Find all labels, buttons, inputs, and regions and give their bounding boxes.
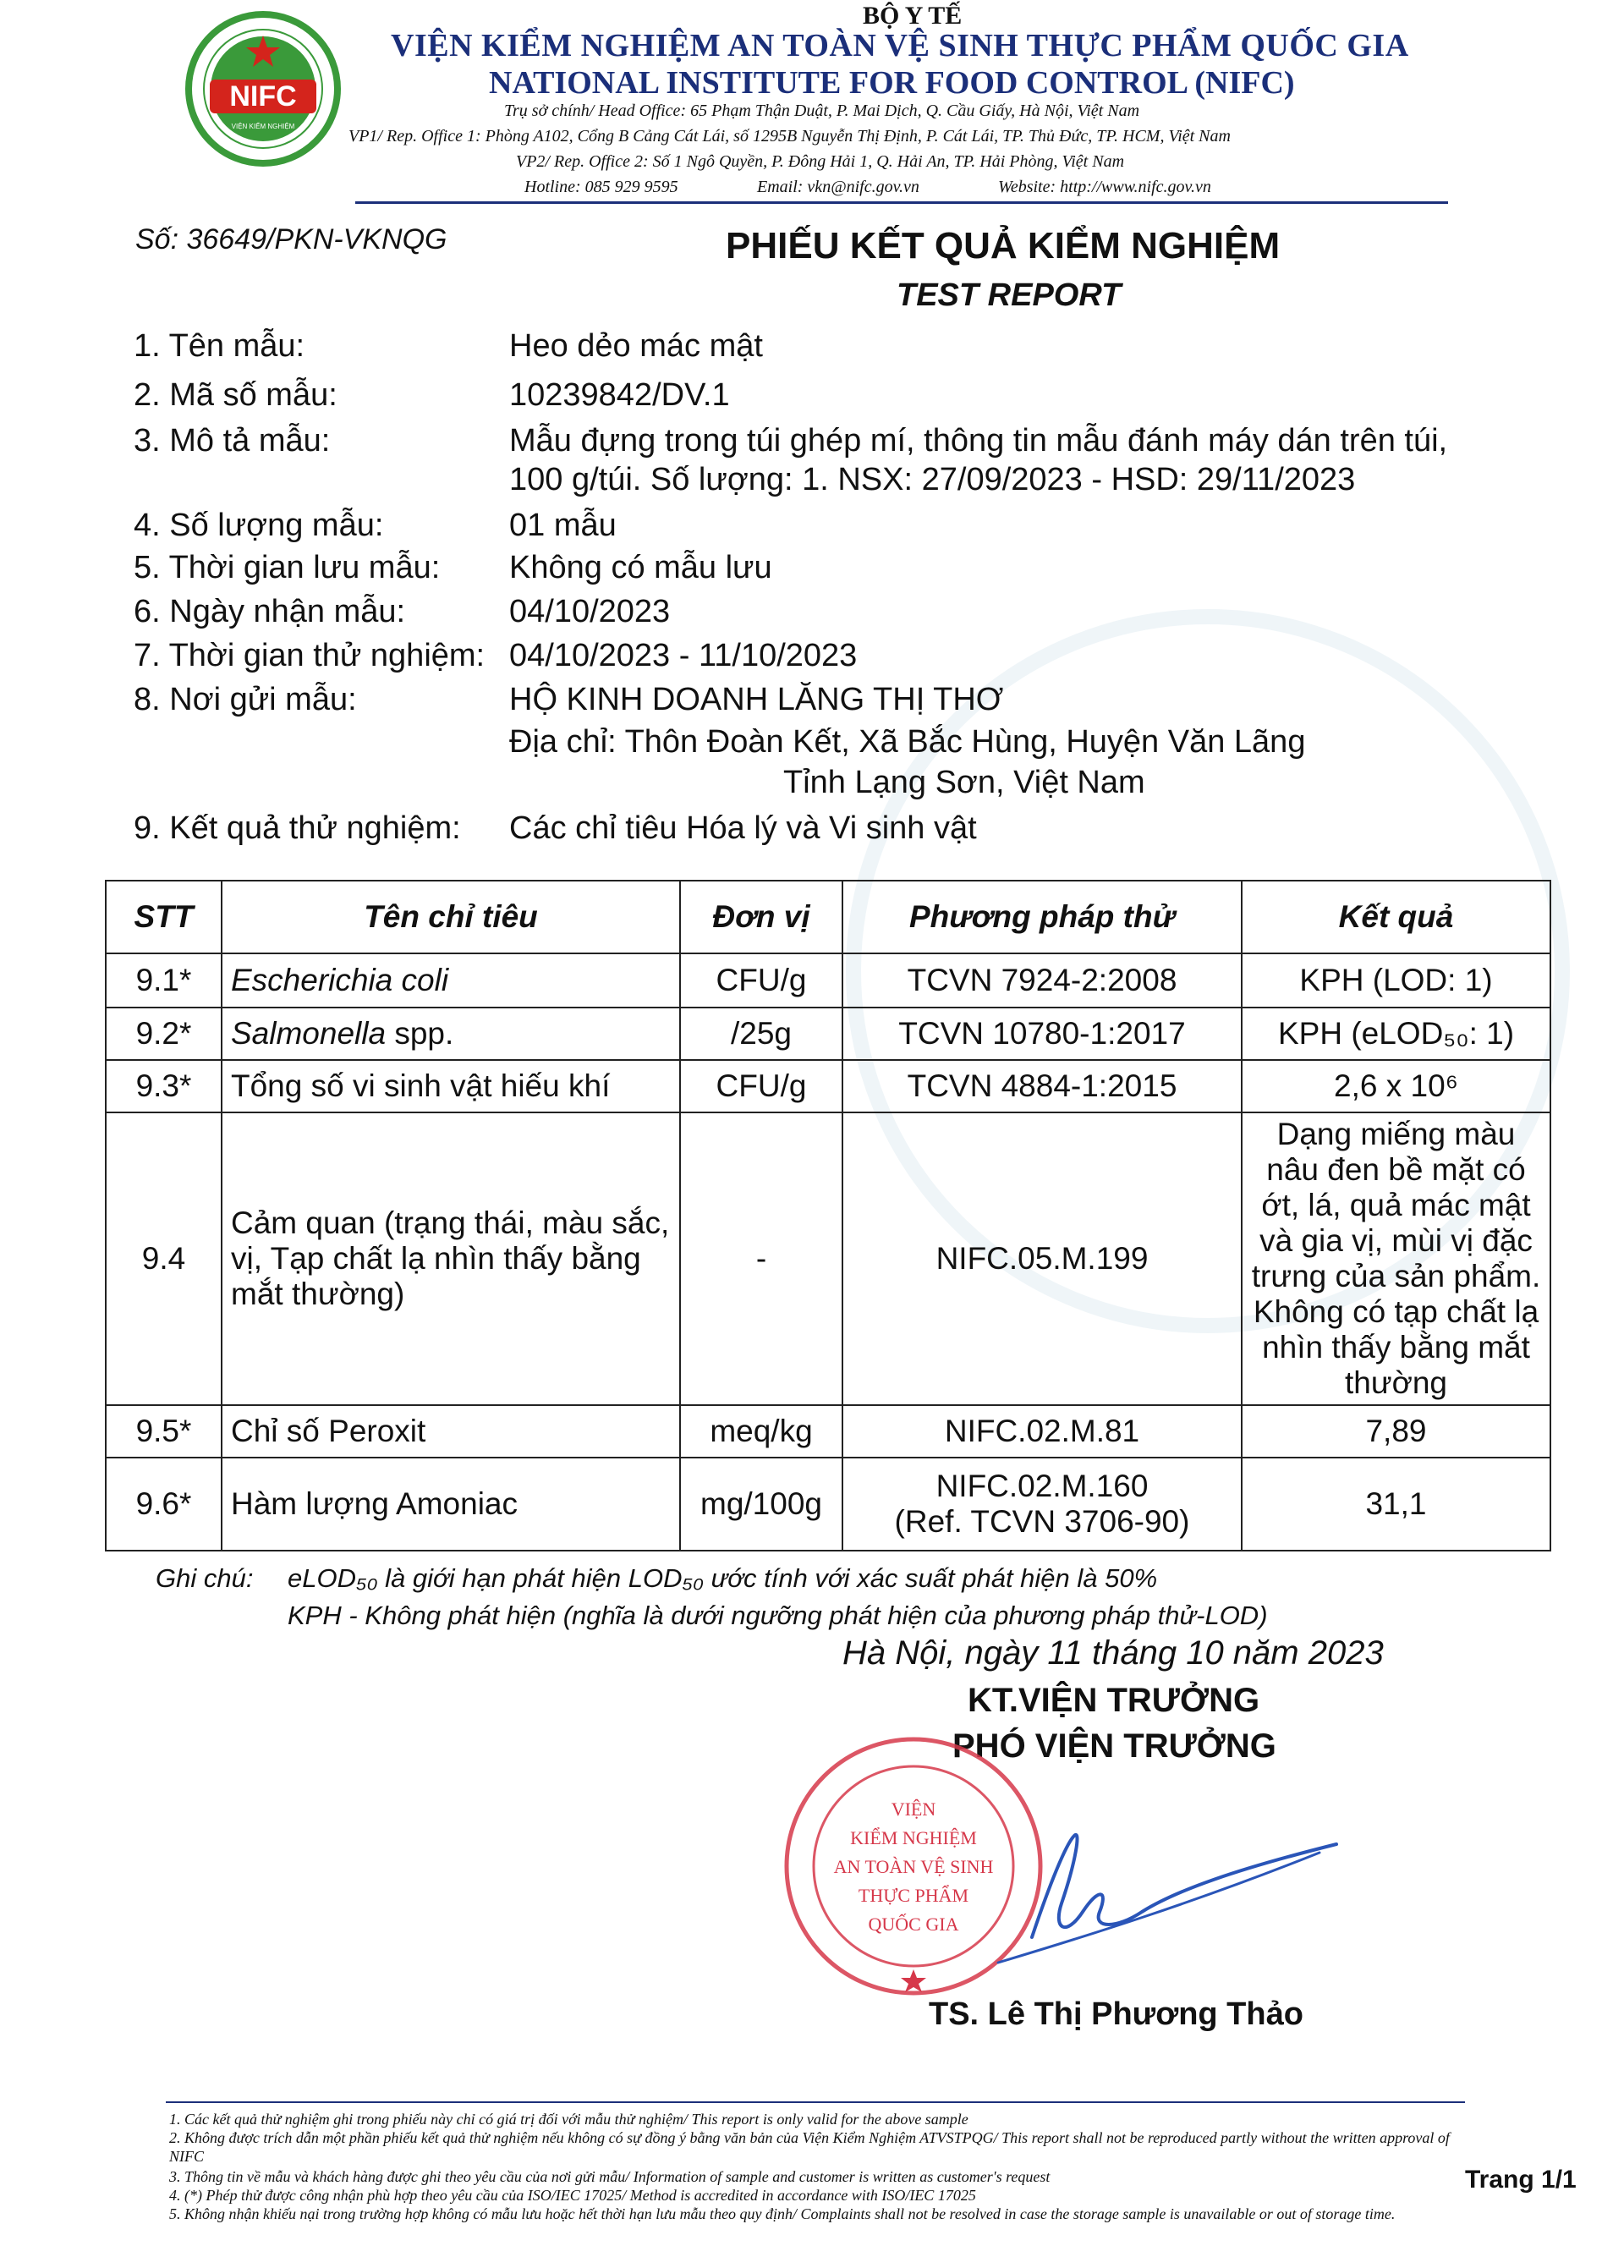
rep-office-1: VP1/ Rep. Office 1: Phòng A102, Cổng B Cảng Cát Lái, số 1295B Nguyễn Thị Định, P. Cát Lái, TP. Thủ Đức, TP. HCM, Việt Nam: [348, 127, 1231, 146]
cell-method: TCVN 4884-1:2015: [842, 1060, 1242, 1112]
cell-result: 7,89: [1242, 1405, 1550, 1458]
cell-unit: /25g: [680, 1008, 842, 1060]
table-row: [106, 1112, 1550, 1405]
notes-label: Ghi chú:: [156, 1563, 254, 1593]
website: Website: http://www.nifc.gov.vn: [998, 178, 1211, 196]
notes-line1: eLOD₅₀ là giới hạn phát hiện LOD₅₀ ước tính với xác suất phát hiện là 50%: [288, 1563, 1158, 1593]
page-number: Trang 1/1: [1465, 2166, 1577, 2194]
cell-result: 31,1: [1242, 1458, 1550, 1551]
cell-unit: CFU/g: [680, 953, 842, 1008]
footer-note: 1. Các kết quả thử nghiệm ghi trong phiếu này chỉ có giá trị đối với mẫu thử nghiệm/ This report is only valid for the above sample: [169, 2111, 968, 2128]
field-value: Các chỉ tiêu Hóa lý và Vi sinh vật: [509, 810, 977, 846]
col-header-result: Kết quả: [1242, 881, 1550, 953]
cell-stt: 9.3*: [106, 1060, 222, 1112]
institute-name-vi: VIỆN KIỂM NGHIỆM AN TOÀN VỆ SINH THỰC PHẨM QUỐC GIA: [391, 28, 1409, 63]
cell-unit: meq/kg: [680, 1405, 842, 1458]
stamp-line: VIỆN: [891, 1798, 936, 1820]
email: Email: vkn@nifc.gov.vn: [757, 178, 919, 196]
field-label: 3. Mô tả mẫu:: [134, 423, 331, 459]
cell-stt: 9.6*: [106, 1458, 222, 1551]
field-label: 1. Tên mẫu:: [134, 328, 305, 364]
notes-line2: KPH - Không phát hiện (nghĩa là dưới ngưỡng phát hiện của phương pháp thử-LOD): [288, 1601, 1268, 1630]
cell-method: NIFC.05.M.199: [842, 1112, 1242, 1405]
cell-result: KPH (eLOD₅₀: 1): [1242, 1008, 1550, 1060]
place-date: Hà Nội, ngày 11 tháng 10 năm 2023: [842, 1634, 1384, 1672]
hotline: Hotline: 085 929 9595: [524, 178, 678, 196]
field-label: 2. Mã số mẫu:: [134, 377, 337, 413]
field-label: 8. Nơi gửi mẫu:: [134, 682, 357, 717]
header-divider: [355, 201, 1448, 204]
cell-name: Chỉ số Peroxit: [222, 1405, 680, 1458]
footer-divider: [166, 2101, 1465, 2103]
logo-text: NIFC: [229, 80, 297, 113]
cell-name: Cảm quan (trạng thái, màu sắc, vị, Tạp chất lạ nhìn thấy bằng mắt thường): [222, 1112, 680, 1405]
cell-method-line1: NIFC.02.M.160: [935, 1469, 1149, 1503]
field-value-line2: Địa chỉ: Thôn Đoàn Kết, Xã Bắc Hùng, Huyện Văn Lãng: [509, 724, 1306, 760]
head-office: Trụ sở chính/ Head Office: 65 Phạm Thận Duật, P. Mai Dịch, Q. Cầu Giấy, Hà Nội, Việt Nam: [504, 102, 1140, 120]
stamp-line: AN TOÀN VỆ SINH: [833, 1856, 994, 1877]
footer-note: 3. Thông tin về mẫu và khách hàng được ghi theo yêu cầu của nơi gửi mẫu/ Information of sample and customer is written as customer's request: [169, 2168, 1051, 2185]
field-label: 6. Ngày nhận mẫu:: [134, 594, 406, 629]
cell-method: TCVN 7924-2:2008: [842, 953, 1242, 1008]
signer-role-2: PHÓ VIỆN TRƯỞNG: [952, 1727, 1276, 1765]
cell-result: 2,6 x 10⁶: [1242, 1060, 1550, 1112]
field-value: HỘ KINH DOANH LĂNG THỊ THƠ: [509, 682, 1004, 717]
cell-name: [222, 1008, 680, 1060]
table-row: [106, 953, 1550, 1008]
table-row: [106, 1458, 1550, 1551]
rep-office-2: VP2/ Rep. Office 2: Số 1 Ngô Quyền, P. Đông Hải 1, Q. Hải An, TP. Hải Phòng, Việt Nam: [516, 152, 1125, 171]
field-value: 04/10/2023 - 11/10/2023: [509, 638, 858, 673]
field-value: 04/10/2023: [509, 594, 671, 629]
stamp-line: QUỐC GIA: [868, 1914, 959, 1935]
cell-unit: -: [680, 1112, 842, 1405]
nifc-logo: [184, 10, 342, 167]
report-subtitle: TEST REPORT: [897, 277, 1122, 313]
signer-name: TS. Lê Thị Phương Thảo: [929, 1996, 1303, 2032]
cell-name: Tổng số vi sinh vật hiếu khí: [222, 1060, 680, 1112]
logo-subtext: VIỆN KIỂM NGHIỆM: [231, 123, 295, 130]
cell-stt: 9.2*: [106, 1008, 222, 1060]
footer-note: 4. (*) Phép thử được công nhận phù hợp theo yêu cầu của ISO/IEC 17025/ Method is accredited in accordance with ISO/IEC 17025: [169, 2187, 976, 2204]
cell-stt: 9.1*: [106, 953, 222, 1008]
cell-method: [842, 1458, 1242, 1551]
signer-role-1: KT.VIỆN TRƯỞNG: [968, 1682, 1260, 1719]
footer-note: 5. Không nhận khiếu nại trong trường hợp không có mẫu lưu hoặc hết thời hạn lưu mẫu theo quy định/ Complaints shall not be resolved in case the storage sample is unavailable or out of storage time.: [169, 2205, 1396, 2222]
field-value-line2: 100 g/túi. Số lượng: 1. NSX: 27/09/2023 - HSD: 29/11/2023: [509, 462, 1356, 497]
field-value: 01 mẫu: [509, 508, 617, 543]
handwritten-signature: [981, 1810, 1345, 1980]
cell-name: Escherichia coli: [222, 953, 680, 1008]
col-header-method: Phương pháp thử: [842, 881, 1242, 953]
col-header-stt: STT: [106, 881, 222, 953]
stamp-line: THỰC PHẨM: [858, 1885, 969, 1906]
cell-method: NIFC.02.M.81: [842, 1405, 1242, 1458]
field-value: 10239842/DV.1: [509, 377, 730, 413]
stamp-line: KIỂM NGHIỆM: [850, 1827, 977, 1848]
table-row: [106, 1008, 1550, 1060]
field-value: Không có mẫu lưu: [509, 550, 772, 585]
cell-name-suffix: spp.: [386, 1016, 454, 1051]
cell-stt: 9.5*: [106, 1405, 222, 1458]
report-title: PHIẾU KẾT QUẢ KIỂM NGHIỆM: [726, 225, 1281, 266]
table-row: [106, 1405, 1550, 1458]
cell-method: TCVN 10780-1:2017: [842, 1008, 1242, 1060]
cell-stt: 9.4: [106, 1112, 222, 1405]
results-table: [105, 880, 1551, 1551]
cell-result: KPH (LOD: 1): [1242, 953, 1550, 1008]
field-label: 9. Kết quả thử nghiệm:: [134, 810, 461, 846]
col-header-name: Tên chỉ tiêu: [222, 881, 680, 953]
footer-note: 2. Không được trích dẫn một phần phiếu kết quả thử nghiệm nếu không có sự đồng ý bằng văn bản của Viện Kiểm Nghiệm ATVSTPQG/ This report shall not be reproduced partly without the written approval of NIFC: [169, 2129, 1450, 2165]
field-label: 5. Thời gian lưu mẫu:: [134, 550, 441, 585]
table-row: [106, 1060, 1550, 1112]
ministry-name: BỘ Y TẾ: [863, 2, 963, 30]
document-number: Số: 36649/PKN-VKNQG: [135, 223, 447, 255]
cell-name-italic: Salmonella: [231, 1016, 387, 1051]
field-value: Heo dẻo mác mật: [509, 328, 763, 364]
institute-name-en: NATIONAL INSTITUTE FOR FOOD CONTROL (NIFC): [489, 65, 1295, 101]
cell-unit: CFU/g: [680, 1060, 842, 1112]
field-label: 7. Thời gian thử nghiệm:: [134, 638, 486, 673]
field-value-line3: Tỉnh Lạng Sơn, Việt Nam: [783, 765, 1145, 800]
cell-unit: mg/100g: [680, 1458, 842, 1551]
col-header-unit: Đơn vị: [680, 881, 842, 953]
cell-name: Hàm lượng Amoniac: [222, 1458, 680, 1551]
table-header-row: [106, 881, 1550, 953]
cell-method-line2: (Ref. TCVN 3706-90): [894, 1504, 1190, 1539]
field-value: Mẫu đựng trong túi ghép mí, thông tin mẫu đánh máy dán trên túi,: [509, 423, 1448, 459]
cell-result: Dạng miếng màu nâu đen bề mặt có ớt, lá, quả mác mật và gia vị, mùi vị đặc trưng của sản phẩm. Không có tạp chất lạ nhìn thấy bằng mắt thường: [1242, 1112, 1550, 1405]
field-label: 4. Số lượng mẫu:: [134, 508, 384, 543]
